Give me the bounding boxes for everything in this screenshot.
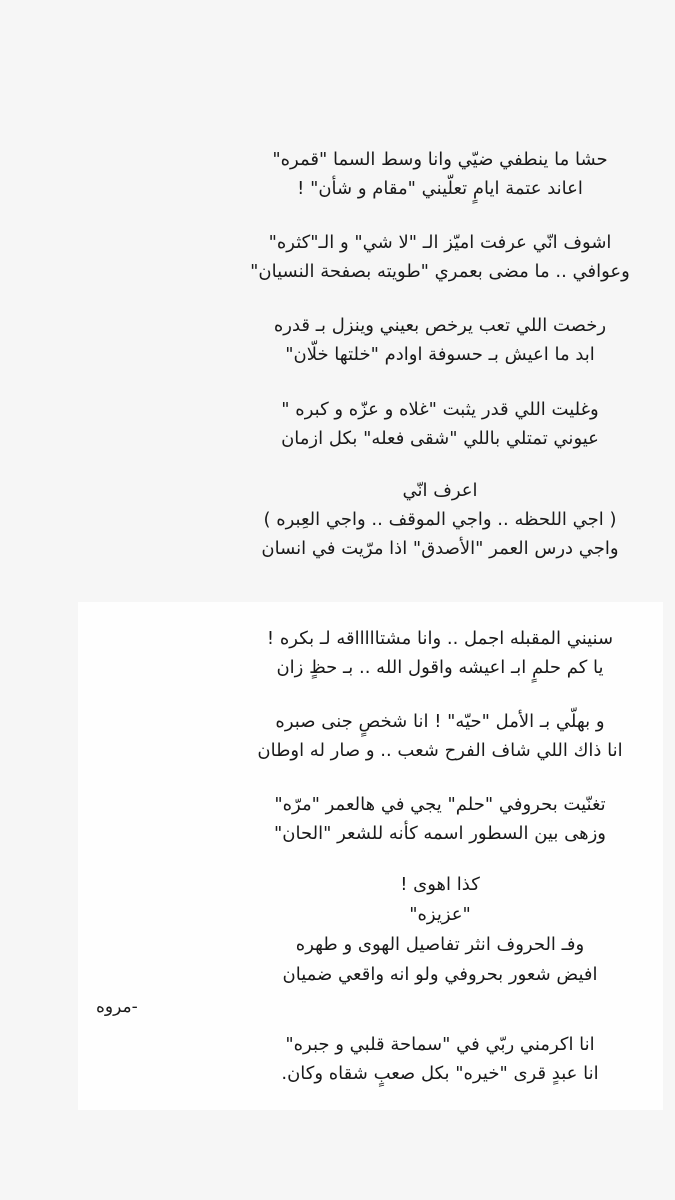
poem-line: اعاند عتمة ايامٍ تعلّيني "مقام و شأن" !	[297, 178, 583, 199]
poem-line: تغنّيت بحروفي "حلم" يجي في هالعمر "مرّه"	[274, 794, 606, 815]
poem-line: وفـ الحروف انثر تفاصيل الهوى و طهره	[295, 934, 585, 955]
poem-line: رخصت اللي تعب يرخص بعيني وينزل بـ قدره	[273, 315, 607, 336]
stanza	[240, 707, 640, 765]
poem-line: انا عبدٍ قرى "خيره" بكل صعبٍ شقاه وكان.	[281, 1063, 599, 1084]
poem-line: وعوافي .. ما مضى بعمري "طويته بصفحة النسيان"	[250, 261, 630, 282]
poem-line: "عزيزه"	[409, 904, 471, 925]
poem-line: اعرف انّي	[402, 480, 478, 501]
stanza	[240, 790, 640, 848]
poem-line: ابد ما اعيش بـ حسوفة اوادم "خلتها خلّان"	[285, 344, 595, 365]
stanza	[240, 311, 640, 369]
poem-line: حشا ما ينطفي ضيّي وانا وسط السما "قمره"	[272, 149, 608, 170]
poem-line: وزهى بين السطور اسمه كأنه للشعر "الحان"	[274, 823, 606, 844]
poem-line: وغليت اللي قدر يثبت "غلاه و عزّه و كبره "	[281, 399, 599, 420]
poem-line: سنيني المقبله اجمل .. وانا مشتاااااقه لـ بكره !	[266, 628, 614, 649]
poem-line: افيض شعور بحروفي ولو انه واقعي ضميان	[282, 964, 598, 985]
stanza	[240, 228, 640, 286]
stanza	[240, 476, 640, 563]
poem-line: كذا اهوى !	[400, 874, 480, 895]
poem-line: اشوف انّي عرفت اميّز الـ "لا شي" و الـ"كثره"	[268, 232, 612, 253]
poem-line: واجي درس العمر "الأصدق" اذا مرّيت في انسان	[261, 538, 619, 559]
stanza	[240, 870, 640, 990]
stanza	[240, 145, 640, 203]
poem-line: ( اجي اللحظه .. واجي الموقف .. واجي العِبره )	[263, 509, 617, 530]
stanza	[240, 1030, 640, 1088]
poem-line: انا اكرمني ربّي في "سماحة قلبي و جبره"	[285, 1034, 595, 1055]
poem-line: انا ذاك اللي شاف الفرح شعب .. و صار له اوطان	[257, 740, 623, 761]
poem-line: يا كم حلمٍ ابـ اعيشه واقول الله .. بـ حظٍ زان	[276, 657, 604, 678]
poem-line: و بهلّي بـ الأمل "حيّه" ! انا شخصٍ جنى صبره	[275, 711, 605, 732]
stanza	[240, 624, 640, 682]
author-signature: -مروه	[96, 997, 138, 1017]
poem-line: عيوني تمتلي باللي "شقى فعله" بكل ازمان	[281, 428, 599, 449]
stanza	[240, 395, 640, 453]
